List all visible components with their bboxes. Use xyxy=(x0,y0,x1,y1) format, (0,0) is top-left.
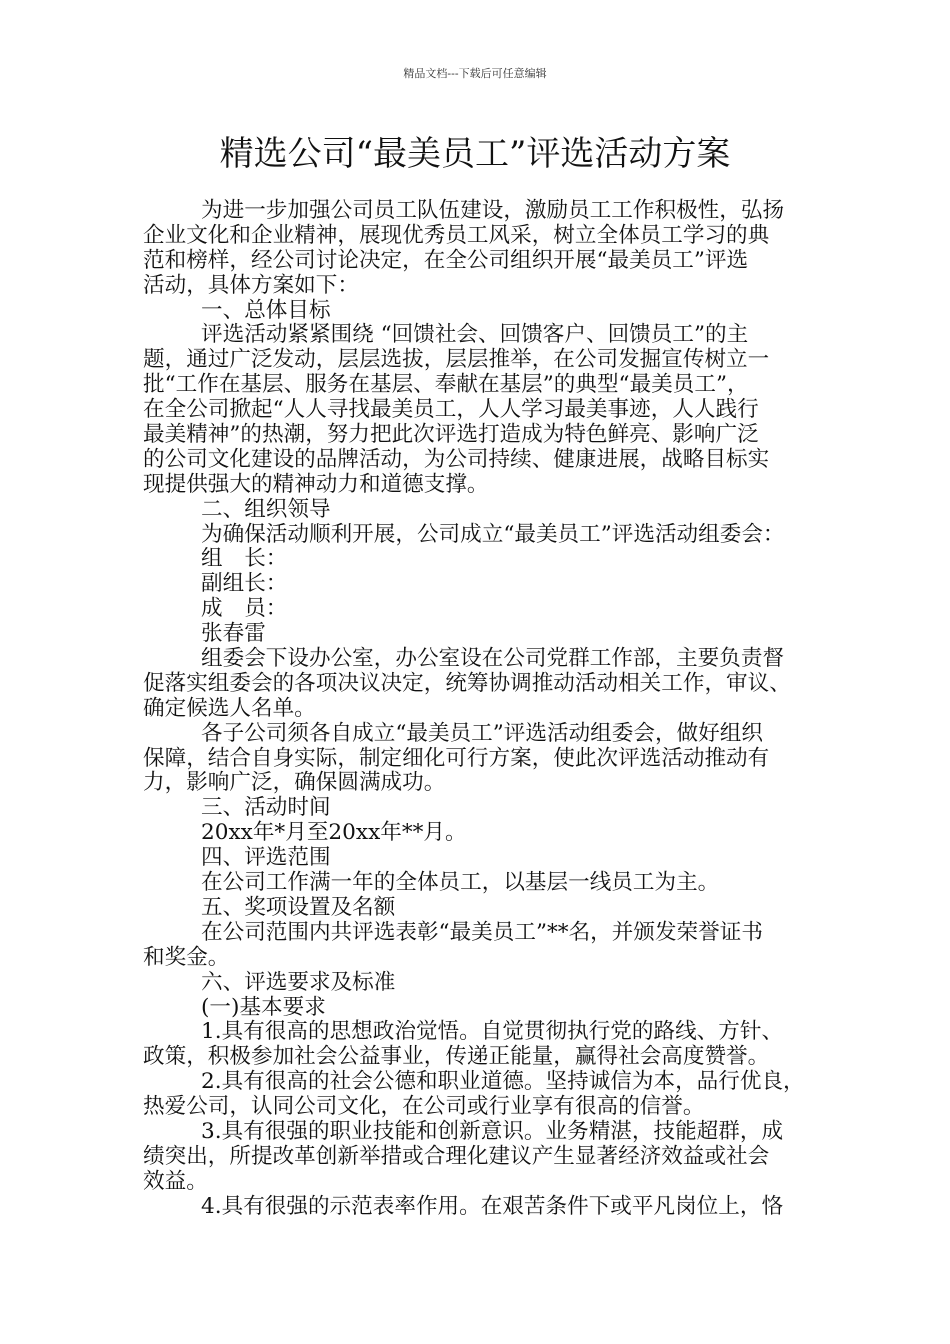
page-header-note: 精品文档---下载后可任意编辑 xyxy=(403,67,547,80)
text-line: 4.具有很强的示范表率作用。在艰苦条件下或平凡岗位上，恪 xyxy=(201,1193,784,1219)
text-line: 在公司工作满一年的全体员工，以基层一线员工为主。 xyxy=(201,870,720,896)
text-line: 活动，具体方案如下： xyxy=(143,272,359,298)
text-line: 力，影响广泛，确保圆满成功。 xyxy=(143,770,446,796)
text-line: 二、组织领导 xyxy=(201,496,331,522)
text-line: 绩突出，所提改革创新举措或合理化建议产生显著经济效益或社会 xyxy=(143,1143,770,1169)
text-line: 政策，积极参加社会公益事业，传递正能量，赢得社会高度赞誉。 xyxy=(143,1044,770,1070)
text-line: 企业文化和企业精神，展现优秀员工风采，树立全体员工学习的典 xyxy=(143,222,770,248)
text-line: 在公司范围内共评选表彰“最美员工”**名，并颁发荣誉证书 xyxy=(201,919,763,945)
text-line: 三、活动时间 xyxy=(201,795,331,821)
text-line: 的公司文化建设的品牌活动，为公司持续、健康进展，战略目标实 xyxy=(143,446,770,472)
text-line: 一、总体目标 xyxy=(201,297,331,323)
text-line: 批“工作在基层、服务在基层、奉献在基层”的典型“最美员工”， xyxy=(143,372,749,398)
document-body xyxy=(143,199,823,1220)
text-line: 3.具有很强的职业技能和创新意识。业务精湛，技能超群，成 xyxy=(201,1118,784,1144)
text-line: 题，通过广泛发动，层层选拔，层层推举，在公司发掘宣传树立一 xyxy=(143,347,770,373)
text-line: 促落实组委会的各项决议决定，统筹协调推动活动相关工作，审议、 xyxy=(143,670,791,696)
text-line: 热爱公司，认同公司文化，在公司或行业享有很高的信誉。 xyxy=(143,1094,705,1120)
text-line: 五、奖项设置及名额 xyxy=(201,894,396,920)
text-line: 组 长： xyxy=(201,546,288,572)
text-line: 效益。 xyxy=(143,1168,208,1194)
text-line: (一)基本要求 xyxy=(201,994,326,1020)
text-line: 副组长： xyxy=(201,571,288,597)
text-line: 在全公司掀起“人人寻找最美员工，人人学习最美事迹，人人践行 xyxy=(143,397,759,423)
text-line: 张春雷 xyxy=(201,621,266,647)
text-line: 各子公司须各自成立“最美员工”评选活动组委会，做好组织 xyxy=(201,720,763,746)
text-line: 成 员： xyxy=(201,596,288,622)
text-line: 最美精神”的热潮，努力把此次评选打造成为特色鲜亮、影响广泛 xyxy=(143,422,759,448)
text-line: 和奖金。 xyxy=(143,944,230,970)
text-line: 1.具有很高的思想政治觉悟。自觉贯彻执行党的路线、方针、 xyxy=(201,1019,784,1045)
text-line: 组委会下设办公室，办公室设在公司党群工作部，主要负责督 xyxy=(201,646,785,672)
text-line: 评选活动紧紧围绕 “回馈社会、回馈客户、回馈员工”的主 xyxy=(201,322,749,348)
text-line: 六、评选要求及标准 xyxy=(201,969,396,995)
text-line: 2.具有很高的社会公德和职业道德。坚持诚信为本，品行优良， xyxy=(201,1069,805,1095)
text-line: 范和榜样，经公司讨论决定，在全公司组织开展“最美员工”评选 xyxy=(143,247,749,273)
text-line: 现提供强大的精神动力和道德支撑。 xyxy=(143,471,489,497)
text-line: 20xx年*月至20xx年**月。 xyxy=(201,820,467,846)
text-line: 为进一步加强公司员工队伍建设，激励员工工作积极性，弘扬 xyxy=(201,198,785,223)
text-line: 四、评选范围 xyxy=(201,845,331,871)
text-line: 确定候选人名单。 xyxy=(143,695,316,721)
text-line: 保障，结合自身实际，制定细化可行方案，使此次评选活动推动有 xyxy=(143,745,770,771)
document-title: 精选公司“最美员工”评选活动方案 xyxy=(219,134,731,174)
text-line: 为确保活动顺利开展，公司成立“最美员工”评选活动组委会： xyxy=(201,521,785,547)
